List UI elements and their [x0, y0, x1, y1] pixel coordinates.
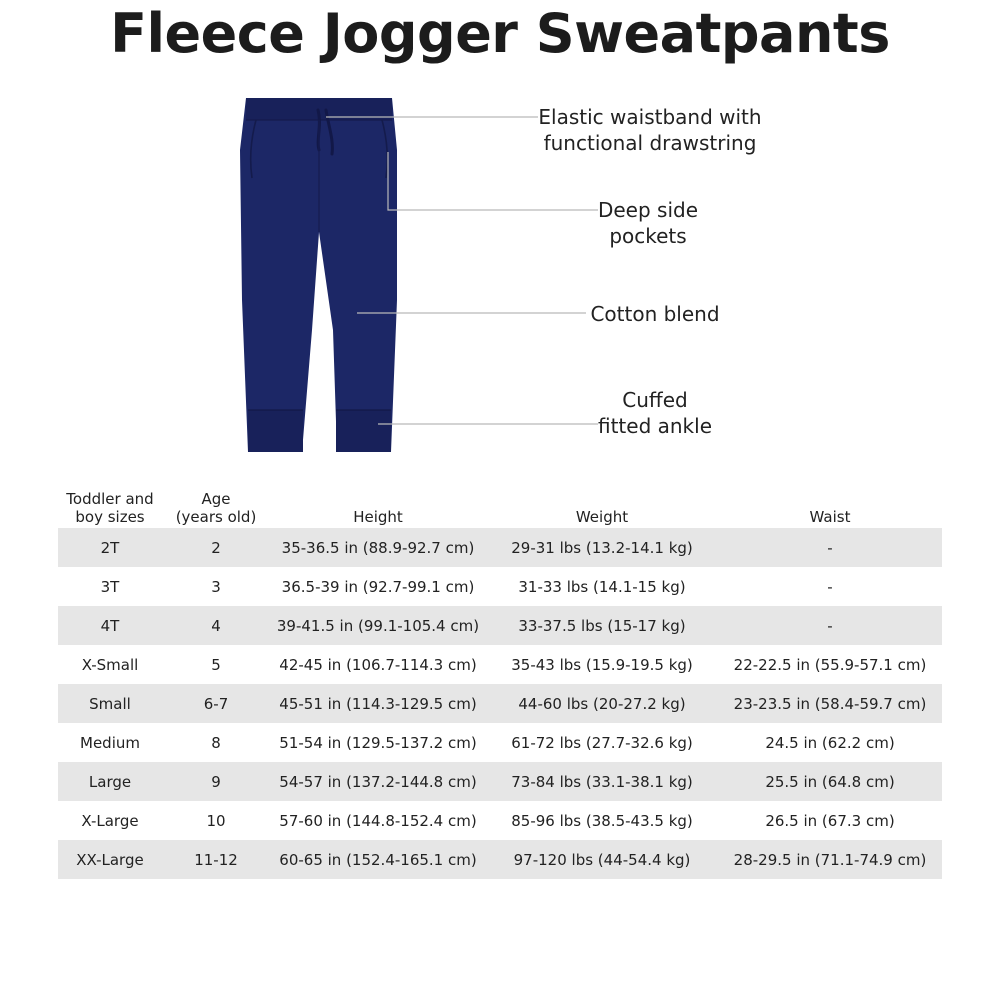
cell-size: Small [58, 684, 162, 723]
cell-waist: 28-29.5 in (71.1-74.9 cm) [718, 840, 942, 879]
header-age: Age (years old) [175, 490, 257, 526]
size-chart-table [58, 484, 942, 879]
cell-age: 4 [162, 606, 270, 645]
callout-pockets: Deep side pockets [597, 198, 699, 248]
header-waist: Waist [809, 508, 851, 526]
cell-weight: 35-43 lbs (15.9-19.5 kg) [511, 655, 693, 674]
table-row [58, 684, 942, 723]
cell-waist: - [827, 577, 833, 596]
table-row [58, 645, 942, 684]
cell-waist: - [718, 606, 942, 645]
cell-age: 2 [162, 528, 270, 567]
cell-size: Medium [80, 733, 140, 752]
cell-height: 60-65 in (152.4-165.1 cm) [270, 840, 486, 879]
header-height: Height [353, 508, 403, 526]
cell-size: X-Large [81, 811, 139, 830]
left-cuff [248, 410, 303, 452]
table-row [58, 723, 942, 762]
table-row [58, 840, 942, 879]
cell-waist: 25.5 in (64.8 cm) [718, 762, 942, 801]
header-size: Toddler and boy sizes [66, 490, 154, 526]
cell-age: 11-12 [162, 840, 270, 879]
cell-height: 57-60 in (144.8-152.4 cm) [279, 811, 477, 830]
cell-size: 4T [58, 606, 162, 645]
cell-age: 10 [206, 811, 226, 830]
table-row [58, 801, 942, 840]
cell-age: 6-7 [162, 684, 270, 723]
cell-weight: 29-31 lbs (13.2-14.1 kg) [486, 528, 718, 567]
cell-size: 2T [58, 528, 162, 567]
cell-weight: 31-33 lbs (14.1-15 kg) [518, 577, 686, 596]
cell-waist: 22-22.5 in (55.9-57.1 cm) [733, 655, 927, 674]
cell-height: 51-54 in (129.5-137.2 cm) [279, 733, 477, 752]
cell-height: 36.5-39 in (92.7-99.1 cm) [281, 577, 475, 596]
cell-height: 42-45 in (106.7-114.3 cm) [279, 655, 477, 674]
cell-age: 5 [211, 655, 221, 674]
cell-size: XX-Large [58, 840, 162, 879]
leader-pockets [388, 152, 598, 210]
cell-height: 35-36.5 in (88.9-92.7 cm) [270, 528, 486, 567]
table-row [58, 567, 942, 606]
table-row [58, 606, 942, 645]
right-cuff [336, 410, 391, 452]
cell-waist: 26.5 in (67.3 cm) [765, 811, 895, 830]
cell-waist: 24.5 in (62.2 cm) [765, 733, 895, 752]
cell-age: 8 [211, 733, 221, 752]
cell-waist: - [718, 528, 942, 567]
cell-height: 45-51 in (114.3-129.5 cm) [270, 684, 486, 723]
page-title: Fleece Jogger Sweatpants [110, 2, 890, 65]
cell-size: 3T [100, 577, 120, 596]
cell-weight: 61-72 lbs (27.7-32.6 kg) [511, 733, 693, 752]
callout-cotton: Cotton blend [590, 302, 720, 326]
cell-age: 3 [211, 577, 221, 596]
cell-height: 54-57 in (137.2-144.8 cm) [270, 762, 486, 801]
cell-weight: 97-120 lbs (44-54.4 kg) [486, 840, 718, 879]
cell-waist: 23-23.5 in (58.4-59.7 cm) [718, 684, 942, 723]
callout-waistband: Elastic waistband with functional drawstring [538, 105, 762, 155]
cell-weight: 33-37.5 lbs (15-17 kg) [486, 606, 718, 645]
table-row [58, 528, 942, 567]
cell-size: Large [58, 762, 162, 801]
cell-age: 9 [162, 762, 270, 801]
jogger-pants-illustration [0, 0, 1000, 470]
header-weight: Weight [575, 508, 629, 526]
callout-cuff: Cuffed fitted ankle [597, 388, 712, 438]
table-row [58, 762, 942, 801]
cell-height: 39-41.5 in (99.1-105.4 cm) [270, 606, 486, 645]
cell-size: X-Small [81, 655, 139, 674]
cell-weight: 73-84 lbs (33.1-38.1 kg) [486, 762, 718, 801]
cell-weight: 44-60 lbs (20-27.2 kg) [486, 684, 718, 723]
table-header-row [58, 484, 942, 528]
cell-weight: 85-96 lbs (38.5-43.5 kg) [511, 811, 693, 830]
